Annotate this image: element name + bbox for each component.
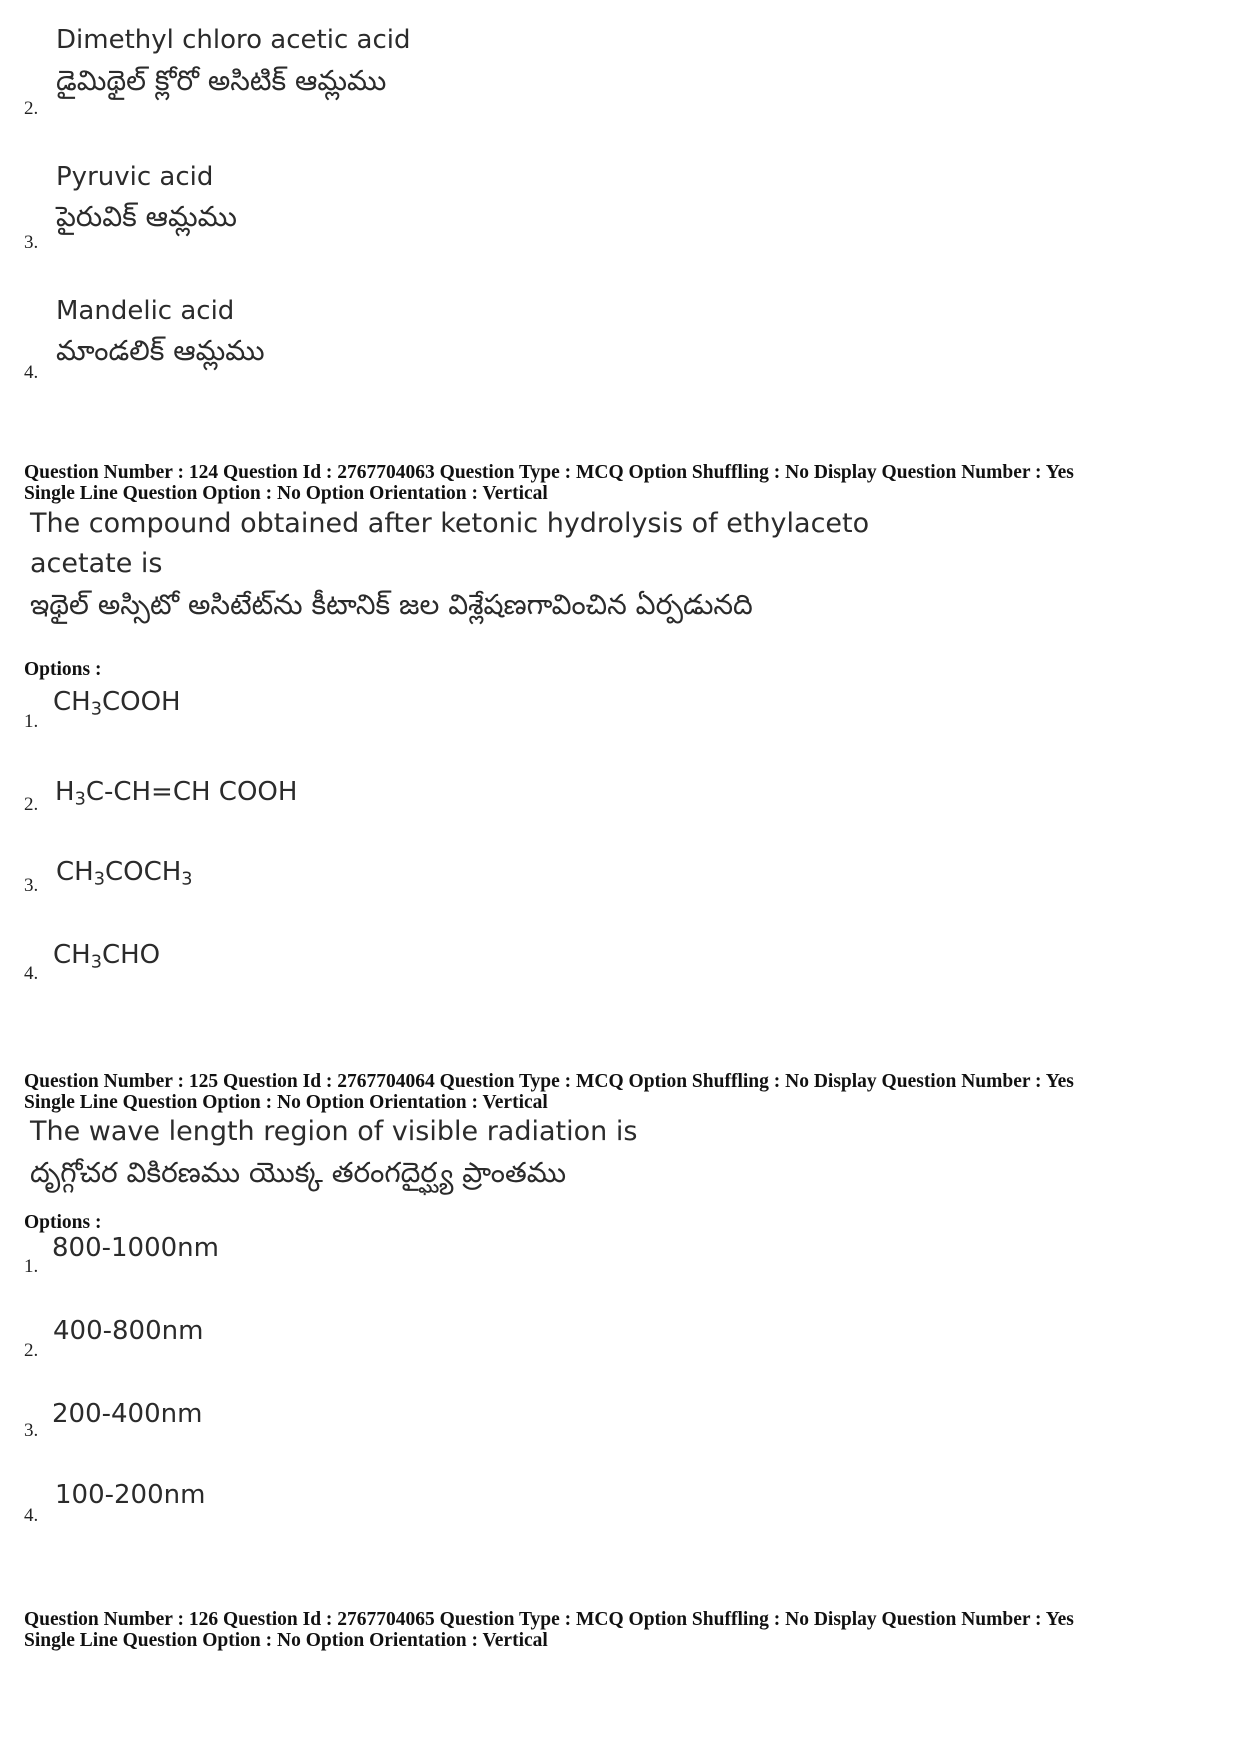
q125-option-1-number: 1.	[24, 1256, 39, 1277]
q126-meta-line-1: Question Number : 126 Question Id : 2767704065 Question Type : MCQ Option Shuffling : No Display Question Number : Yes	[24, 1609, 1074, 1630]
q124-option-1-formula: $CH_3COOH$	[53, 687, 181, 720]
q125-option-2-text: 400-800nm	[53, 1316, 204, 1346]
q125-option-1-text: 800-1000nm	[52, 1233, 219, 1263]
q124-option-1-number: 1.	[24, 711, 39, 732]
q124-option-4-formula: $CH_3CHO$	[53, 940, 161, 973]
q125-option-3-number: 3.	[24, 1420, 39, 1441]
q124-option-2-number: 2.	[24, 794, 39, 815]
q123-option-3-telugu: పైరువిక్ ఆమ్లము	[56, 200, 237, 233]
q124-question-english-line-2: acetate is	[30, 548, 163, 579]
q125-question-telugu: దృగ్గోచర వికిరణము యొక్క తరంగదైర్ఘ్య ప్రాంతము	[30, 1156, 567, 1189]
q123-option-4-telugu: మాండలిక్ ఆమ్లము	[56, 334, 265, 367]
q124-meta-line-1: Question Number : 124 Question Id : 2767704063 Question Type : MCQ Option Shuffling : No Display Question Number : Yes	[24, 462, 1074, 483]
q123-option-3-english: Pyruvic acid	[56, 162, 214, 192]
q125-question-english: The wave length region of visible radiation is	[30, 1116, 638, 1147]
q123-option-2-english: Dimethyl chloro acetic acid	[56, 25, 411, 55]
q125-option-2-number: 2.	[24, 1340, 39, 1361]
q123-option-2-telugu: డైమిథైల్ క్లోరో అసిటిక్ ఆమ్లము	[56, 64, 387, 97]
q123-option-4-number: 4.	[24, 362, 39, 383]
q123-option-3-number: 3.	[24, 232, 39, 253]
q125-option-4-text: 100-200nm	[55, 1480, 206, 1510]
q124-option-2-formula: $H_3C-CH=CH$ COOH	[55, 777, 298, 810]
q125-options-label: Options :	[24, 1212, 102, 1233]
q125-option-4-number: 4.	[24, 1505, 39, 1526]
q124-option-3-formula: $CH_3COCH_3$	[56, 857, 193, 890]
q123-option-4-english: Mandelic acid	[56, 296, 235, 326]
q124-option-4-number: 4.	[24, 963, 39, 984]
q124-options-label: Options :	[24, 659, 102, 680]
q124-question-telugu: ఇథైల్ అస్సిటో అసిటేట్‌ను కీటానిక్ జల విశ్లేషణగావించిన ఏర్పడునది	[30, 588, 753, 621]
q126-meta-line-2: Single Line Question Option : No Option Orientation : Vertical	[24, 1630, 548, 1651]
q124-question-english-line-1: The compound obtained after ketonic hydrolysis of ethylaceto	[30, 508, 870, 539]
q123-option-2-number: 2.	[24, 98, 39, 119]
q124-option-3-number: 3.	[24, 875, 39, 896]
q125-meta-line-2: Single Line Question Option : No Option Orientation : Vertical	[24, 1092, 548, 1113]
q125-meta-line-1: Question Number : 125 Question Id : 2767704064 Question Type : MCQ Option Shuffling : No Display Question Number : Yes	[24, 1071, 1074, 1092]
q125-option-3-text: 200-400nm	[52, 1399, 203, 1429]
q124-meta-line-2: Single Line Question Option : No Option Orientation : Vertical	[24, 483, 548, 504]
